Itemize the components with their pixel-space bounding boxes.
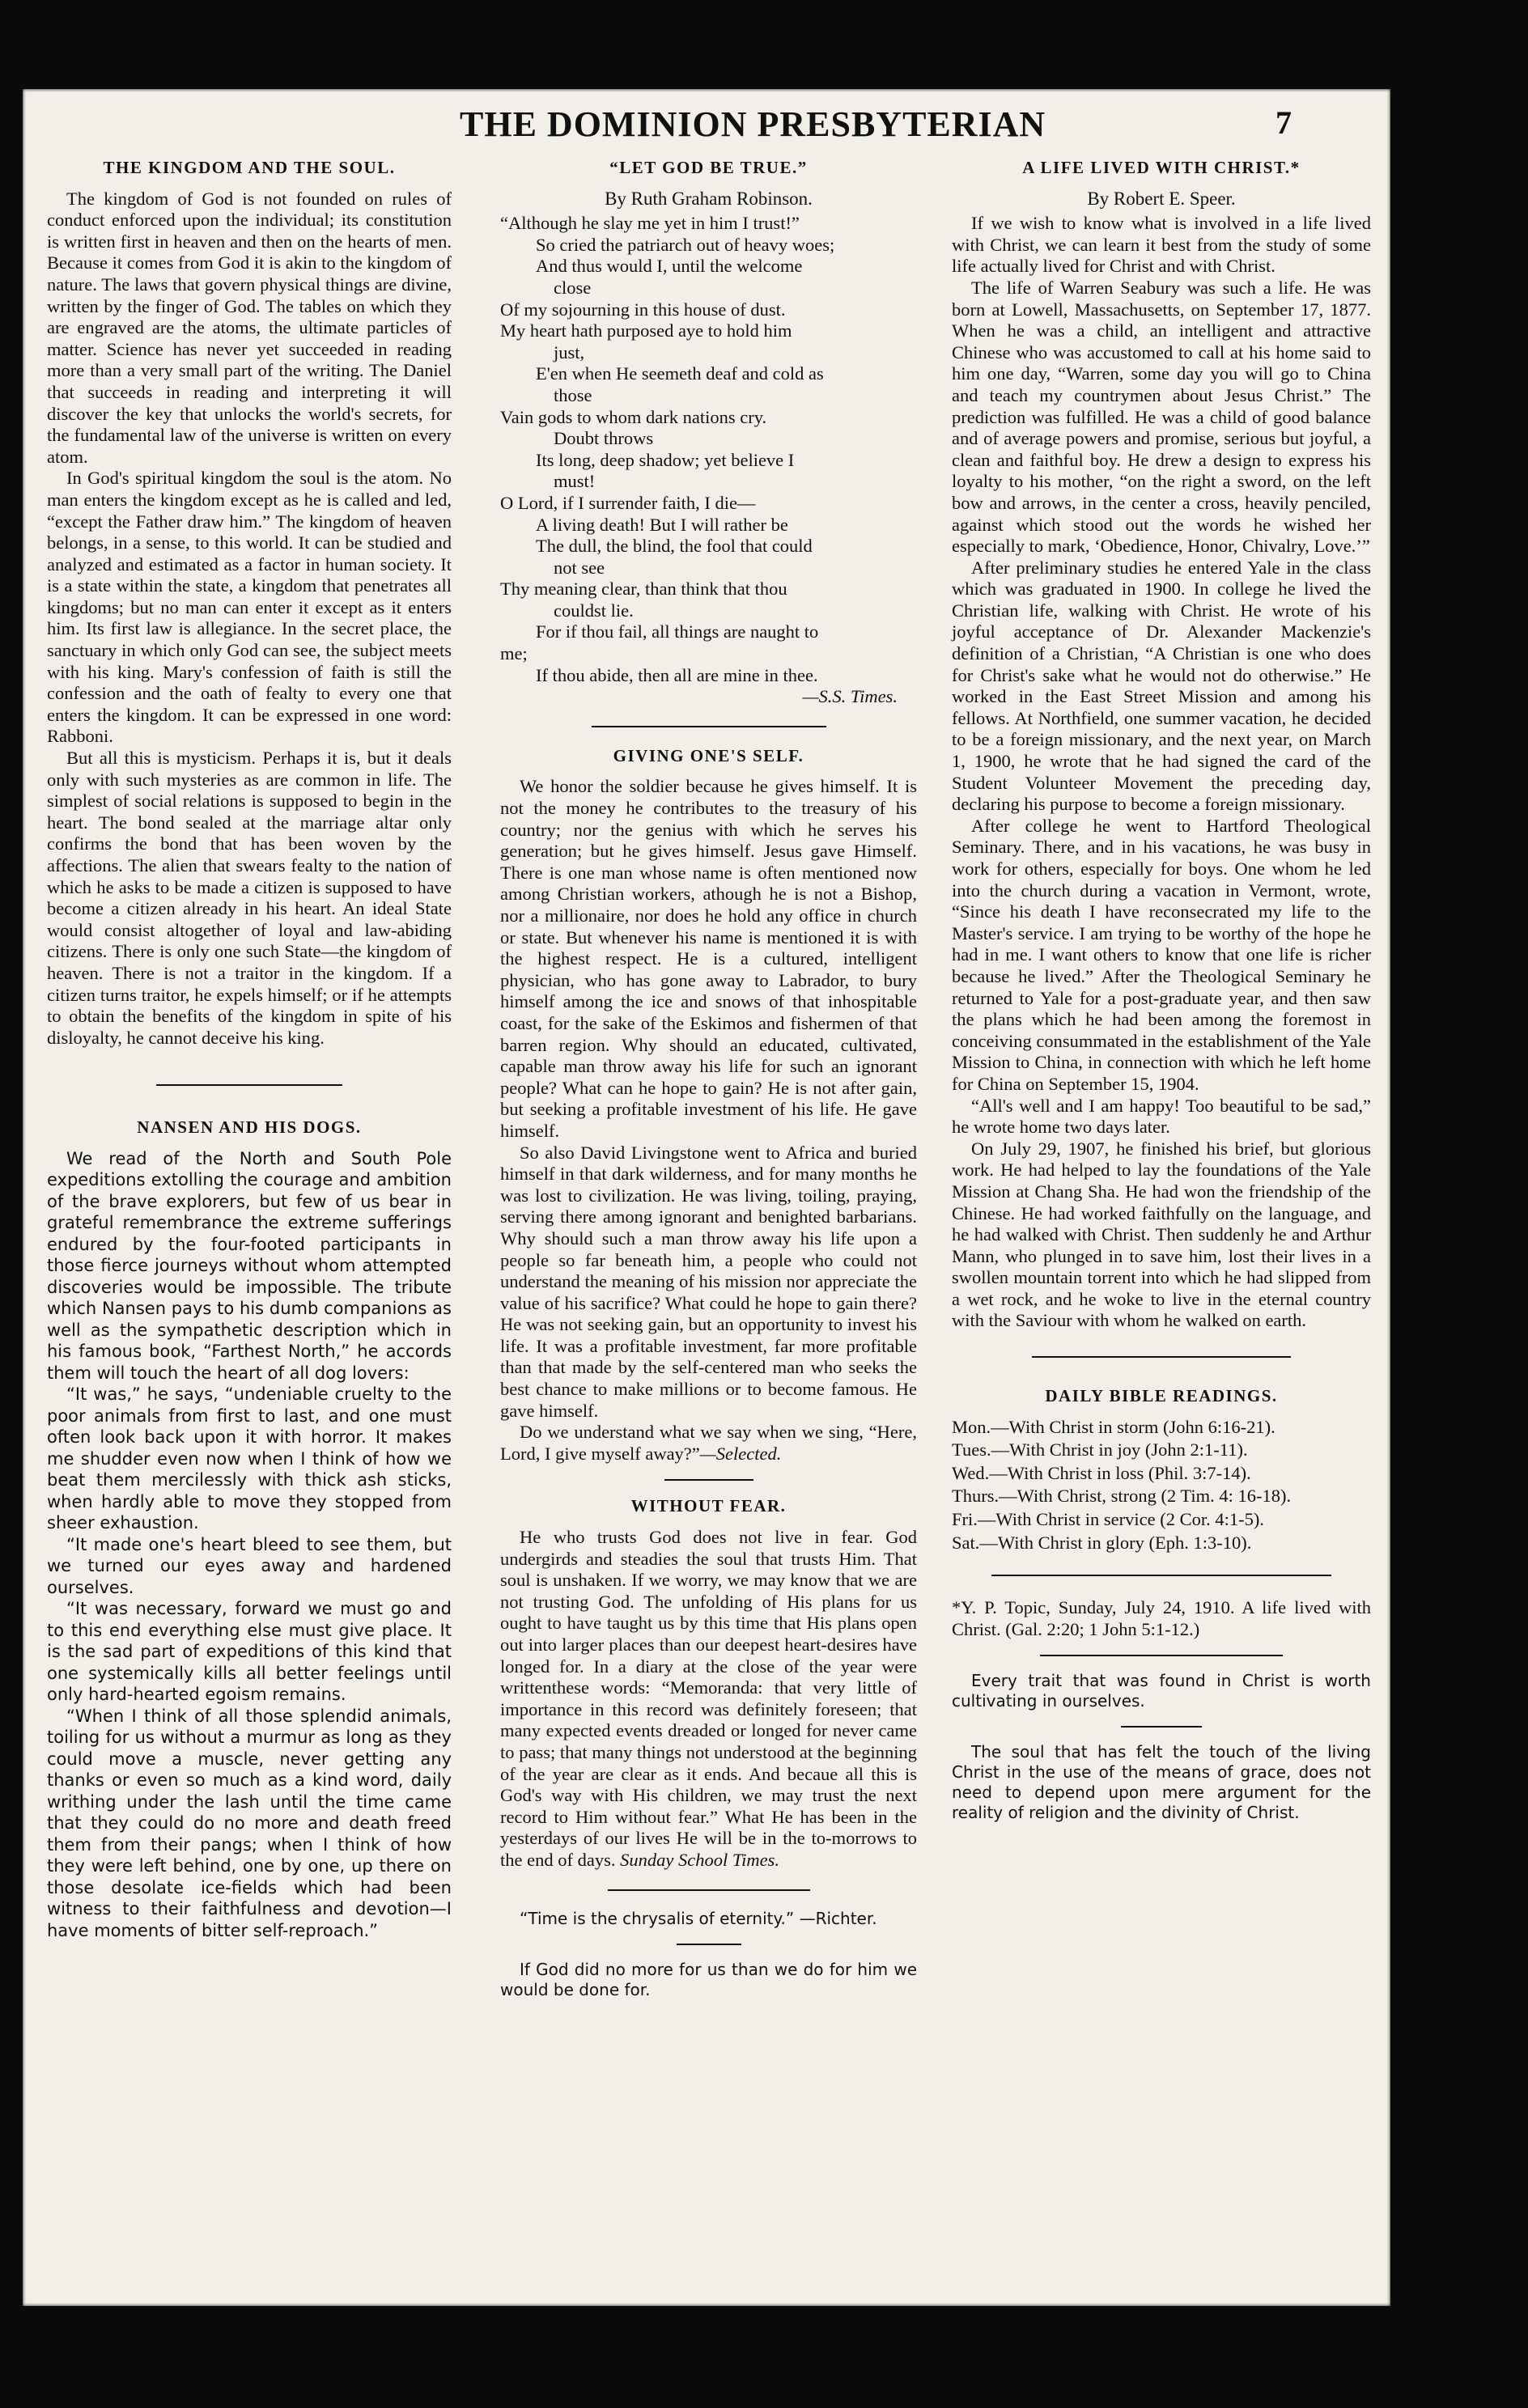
divider	[1032, 1356, 1291, 1358]
paragraph: After preliminary studies he entered Yale in the class which was graduated in 1900. In college he lived the Christian life, walking with Christ. He wrote of his joyful acceptance of Dr. Alexander Mackenzie's definition of a Christian, “A Christian is one who does for Christ's sake what he would not do otherwise.” He worked in the East Street Mission and among his fellows. At Northfield, one summer vacation, he decided to be a foreign missionary, and the next year, on March 1, 1900, he wrote that he had signed the card of the Student Volunteer Movement the preceding day, declaring his purpose to become a foreign missionary.	[952, 557, 1371, 815]
reading-day: Wed.	[952, 1462, 990, 1483]
poem-line: Thy meaning clear, than think that thou	[500, 579, 787, 600]
paragraph: If we wish to know what is involved in a life lived with Christ, we can learn it best from the study of some life actually lived for Christ and with Christ.	[952, 213, 1371, 277]
poem-line: So cried the patriarch out of heavy woes;	[536, 234, 835, 255]
column-right	[952, 157, 1371, 1823]
article-source: —Selected.	[699, 1443, 782, 1464]
poem-line: must!	[554, 471, 596, 492]
reading-item	[952, 1486, 1371, 1507]
reading-day: Tues.	[952, 1439, 991, 1460]
reading-text: —With Christ in glory (Eph. 1:3-10).	[979, 1532, 1252, 1553]
article-title: NANSEN AND HIS DOGS.	[137, 1117, 362, 1138]
paragraph: But all this is mysticism. Perhaps it is, but it deals only with such mysteries as are common in life. The simplest of social relations is supposed to begin in the heart. The bond sealed at the marriage altar only confirms the bond that has been woven by the affections. The alien that swears fealty to the nation of which he asks to be made a citizen is supposed to have become a citizen already in his heart. An ideal State would consist altogether of loyal and law-abiding citizens. There is only one such State—the kingdom of heaven. There is not a traitor in the kingdom. If a citizen turns traitor, he expels himself; or if he attempts to obtain the benefits of the kingdom in spite of his disloyalty, he cannot deceive his king.	[47, 748, 452, 1048]
divider	[1121, 1726, 1202, 1728]
poem-line: not see	[554, 557, 605, 578]
reading-day: Thurs.	[952, 1486, 1000, 1507]
quote-chrysalis: “Time is the chrysalis of eternity.” —Richter.	[520, 1908, 877, 1928]
daily-bible-readings	[952, 1385, 1371, 1554]
reading-text: —With Christ in loss (Phil. 3:7-14).	[989, 1462, 1251, 1483]
article-title: THE KINGDOM AND THE SOUL.	[103, 158, 396, 177]
paragraph: After college he went to Hartford Theological Seminary. There, and in his vacations, he was busy in work for others, especially for boys. One whom he led into the church during a vacation in Vermont, wrote, “Since his death I have reconsecrated my life to the Master's service. I am trying to be worthy of the hope he had in me. I want others to know that one life is richer because he lived.” After the Theological Seminary he returned to Yale for a post-graduate year, and then saw the plans which he had been among the foremost in conceiving consummated in the establishment of the Yale Mission to China, in connection with which he left home for China on September 15, 1904.	[952, 815, 1371, 1094]
divider	[664, 1479, 753, 1481]
article-nansen-and-his-dogs	[47, 1117, 452, 1941]
poem-line: just,	[554, 341, 585, 362]
readings-title: DAILY BIBLE READINGS.	[1045, 1386, 1278, 1406]
paragraph: “All's well and I am happy! Too beautiful to be sad,” he wrote home two days later.	[952, 1095, 1371, 1138]
column-middle	[500, 157, 917, 2000]
article-without-fear	[500, 1495, 917, 1871]
article-kingdom-and-soul	[47, 157, 452, 1049]
poem-line: Its long, deep shadow; yet believe I	[536, 449, 795, 470]
divider	[592, 726, 826, 727]
poem-let-god-be-true	[500, 157, 917, 708]
article-title: GIVING ONE'S SELF.	[613, 745, 804, 765]
paragraph: In God's spiritual kingdom the soul is the atom. No man enters the kingdom except as he is called and led, “except the Father draw him.” The kingdom of heaven belongs, in a sense, to this world. It can be studied and analyzed and estimated as a factor in human society. It is a state within the state, a kingdom that penetrates all kingdoms; but no man can enter it except as it enters him. Its first law is allegiance. In the secret place, the sanctuary in which only God can see, the subject meets with his king. Mary's confession of faith is still the confession and the oath of fealty to every one that enters the kingdom. It can be expressed in one word: Rabboni.	[47, 468, 452, 747]
paragraph: “It was necessary, forward we must go and to this end everything else must give place. It is the sad part of expeditions of this kind that one systemically kills all better feelings until only hard-hearted egoism remains.	[47, 1599, 452, 1705]
reading-item	[952, 1533, 1371, 1554]
paragraph: On July 29, 1907, he finished his brief, but glorious work. He had helped to lay the foundations of the Yale Mission at Chang Sha. He had won the friendship of the Chinese. He had worked faithfully on the language, and he had walked with Christ. Then suddenly he and Arthur Mann, who plunged in to save him, lost their lives in a swollen mountain torrent into which he had slipped from a wet rock, and he woke to live in the eternal country with the Saviour with whom he walked on earth.	[952, 1138, 1371, 1331]
reading-day: Fri.	[952, 1509, 978, 1530]
poem-line: couldst lie.	[554, 600, 634, 621]
poem-author: By Ruth Graham Robinson.	[605, 188, 813, 209]
divider	[608, 1889, 810, 1891]
quote-touch: The soul that has felt the touch of the living Christ in the use of the means of grace, does not need to depend upon mere argument for the reality of religion and the divinity of Christ.	[952, 1742, 1371, 1823]
paragraph	[500, 1527, 917, 1872]
page-number: 7	[1275, 104, 1292, 141]
poem-line: “Although he slay me yet in him I trust!”	[500, 213, 800, 234]
article-title: WITHOUT FEAR.	[630, 1496, 787, 1516]
reading-day: Mon.	[952, 1416, 991, 1437]
newspaper-page	[23, 89, 1390, 2306]
paragraph	[500, 1422, 917, 1465]
divider	[156, 1084, 342, 1086]
quote-god-no-more: If God did no more for us than we do for him we would be done for.	[500, 1959, 917, 1999]
poem-line: E'en when He seemeth deaf and cold as	[536, 363, 824, 384]
reading-text: —With Christ, strong (2 Tim. 4: 16-18).	[999, 1486, 1292, 1507]
poem-source: —S.S. Times.	[802, 686, 898, 707]
paragraph: “When I think of all those splendid animals, toiling for us without a murmur as long as they could move a muscle, never getting any thanks or even so much as a kind word, daily writhing under the lash until the time came that they could do no more and death freed them from their pangs; when I think of how they were left behind, one by one, up there on those desolate ice-fields which had been witness to their faithfulness and devotion—I have moments of bitter self-reproach.”	[47, 1706, 452, 1940]
paragraph: We read of the North and South Pole expeditions extolling the courage and ambition of the brave explorers, but few of us bear in grateful remembrance the extreme sufferings endured by the four-footed participants in those fierce journeys without whom attempted discoveries would be impossible. The tribute which Nansen pays to his dumb companions as well as the sympathetic description which in his famous book, “Farthest North,” he accords them will touch the heart of all dog lovers:	[47, 1148, 452, 1383]
article-life-lived-with-christ	[952, 157, 1371, 1332]
article-title: A LIFE LIVED WITH CHRIST.*	[1022, 158, 1301, 177]
reading-text: —With Christ in storm (John 6:16-21).	[991, 1416, 1275, 1437]
poem-line: The dull, the blind, the fool that could	[536, 536, 813, 557]
poem-line: For if thou fail, all things are naught to	[536, 621, 819, 642]
divider	[1040, 1655, 1283, 1656]
poem-line: And thus would I, until the welcome	[536, 256, 803, 277]
reading-item	[952, 1463, 1371, 1485]
reading-text: —With Christ in joy (John 2:1-11).	[991, 1439, 1248, 1460]
article-author: By Robert E. Speer.	[1087, 188, 1236, 209]
article-source: Sunday School Times.	[620, 1849, 779, 1870]
masthead	[23, 104, 1390, 152]
paragraph: So also David Livingstone went to Africa and buried himself in that dark wilderness, and for many months he was lost to civilization. He was living, toiling, praying, serving there among ignorant and benighted barbarians. Why should such a man throw away his life upon a people so far beneath him, a people who could not understand the meaning of his mission nor appreciate the value of his sacrifice? What could he hope to gain there? He was not seeking gain, but an opportunity to invest his life. It was a profitable investment, far more profitable than that made by the self-centered man who seeks the best chance to make millions or to become famous. He gave himself.	[500, 1142, 917, 1421]
reading-day: Sat.	[952, 1532, 980, 1553]
paragraph: The kingdom of God is not founded on rules of conduct enforced upon the individual; its constitution is written first in heaven and then on the hearts of men. Because it comes from God it is akin to the kingdom of nature. The laws that govern physical things are divine, written by the finger of God. The tables on which they are engraved are the atoms, the ultimate particles of matter. Science has never yet succeeded in reading more than a very small part of the writing. The Daniel that succeeds in reading and interpreting it will discover the key that unlocks the world's secrets, for the fundamental law of the universe is written on every atom.	[47, 188, 452, 467]
poem-line: those	[554, 384, 592, 405]
paragraph: We honor the soldier because he gives himself. It is not the money he contributes to the treasury of his country; nor the genius with which he serves his generation; but he gives himself. Jesus gave Himself. There is one man whose name is often mentioned now among Christian workers, athough he is not a Bishop, nor a millionaire, nor does he hold any office in church or state. But whenever his name is mentioned it is with the highest respect. He is a cultured, intelligent physician, who has gone away to Labrador, to bury himself among the ice and snows of that inhospitable coast, for the sake of the Eskimos and fishermen of that barren region. Why should an educated, cultivated, capable man throw away his life for such an ignorant people? What can he hope to gain? He is not after gain, but seeking a profitable investment of his life. He gave himself.	[500, 776, 917, 1141]
reading-text: —With Christ in service (2 Cor. 4:1-5).	[977, 1509, 1264, 1530]
column-left	[47, 157, 452, 1941]
reading-item	[952, 1417, 1371, 1439]
paragraph: “It made one's heart bleed to see them, but we turned our eyes away and hardened ourselves.	[47, 1534, 452, 1597]
paragraph: The life of Warren Seabury was such a life. He was born at Lowell, Massachusetts, on September 17, 1877. When he was a child, an intelligent and attractive Chinese who was accustomed to call at his home said to him one day, “Warren, some day you will go to China and teach my countrymen about Jesus Christ.” The prediction was fulfilled. He was a child of good balance and of average powers and promise, serious but joyful, a clean and faithful boy. He drew a design to express his loyalty to his mother, “on the right a sword, on the left bow and arrows, in the center a cross, heavily penciled, against which stood out the words he wished her especially to mark, ‘Obedience, Honor, Chivalry, Love.’”	[952, 277, 1371, 557]
poem-line: A living death! But I will rather be	[536, 514, 788, 535]
poem-line: If thou abide, then all are mine in thee.	[536, 664, 818, 685]
poem-line: O Lord, if I surrender faith, I die—	[500, 492, 756, 513]
reading-item	[952, 1509, 1371, 1531]
reading-item	[952, 1439, 1371, 1461]
masthead-title: THE DOMINION PRESBYTERIAN	[460, 104, 1046, 144]
poem-line: Doubt throws	[554, 428, 654, 449]
article-giving-ones-self	[500, 745, 917, 1465]
poem-line: My heart hath purposed aye to hold him	[500, 320, 792, 341]
paragraph: “It was,” he says, “undeniable cruelty to the poor animals from first to last, and one must often look back upon it with horror. It makes me shudder even now when I think of how we beat them mercilessly with thick ash sticks, when hardly able to move they stopped from sheer exhaustion.	[47, 1384, 452, 1533]
poem-title: “LET GOD BE TRUE.”	[609, 158, 808, 177]
poem-line: Vain gods to whom dark nations cry.	[500, 406, 767, 427]
topic-note: *Y. P. Topic, Sunday, July 24, 1910. A life lived with Christ. (Gal. 2:20; 1 John 5:1-12.)	[952, 1597, 1371, 1639]
poem-line: close	[554, 277, 592, 298]
divider	[991, 1575, 1331, 1576]
divider	[677, 1944, 741, 1945]
poem-line: Of my sojourning in this house of dust.	[500, 299, 786, 320]
poem-line: me;	[500, 643, 528, 664]
paragraph-text: Do we understand what we say when we sing, “Here, Lord, I give myself away?”	[500, 1422, 917, 1464]
paragraph-text: He who trusts God does not live in fear. God undergirds and steadies the soul that trusts Him. That soul is unshaken. If we worry, we may know that we are not trusting God. The unfolding of His plans for us ought to have taught us by this time that His plans open out into larger places than our deepest heart-desires have longed for. In a diary at the close of the year were writtenthese words: “Memoranda: that very little of importance in this record was definitely foreseen; that many expected events dreaded or longed for never came to pass; that many things not understood at the beginning of the year are clear as it ends. And becaue all this is God's way with His children, we may trust the next record to Him without fear.” What He has been in the yesterdays of our lives He will be in the to-morrows to the end of days.	[500, 1527, 917, 1870]
quote-trait: Every trait that was found in Christ is worth cultivating in ourselves.	[952, 1671, 1371, 1711]
